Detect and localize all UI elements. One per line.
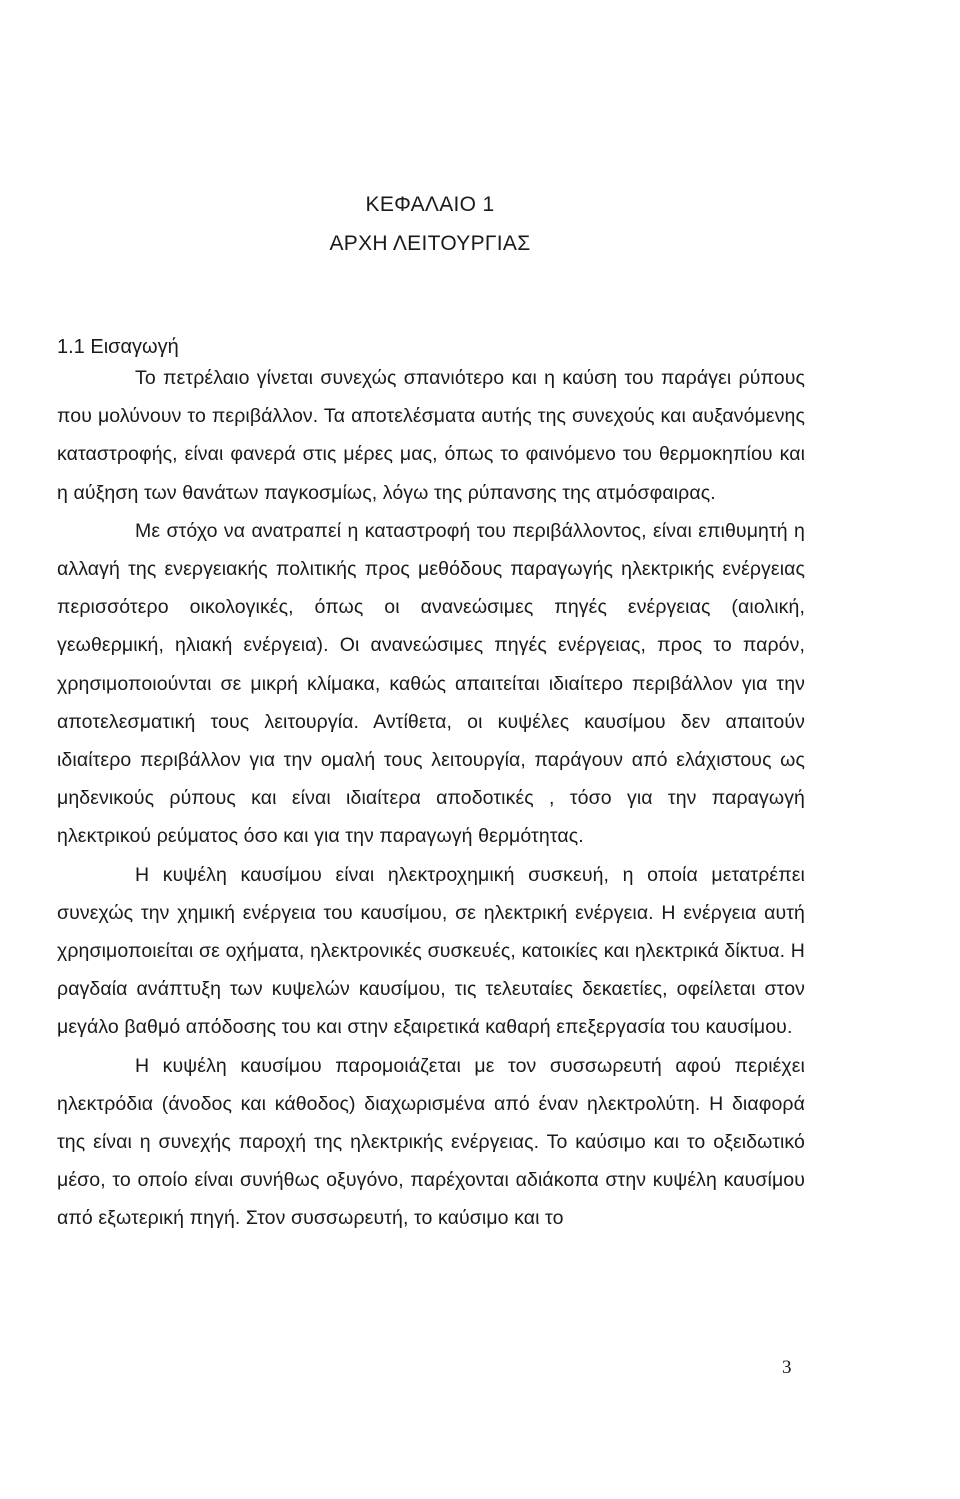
chapter-number: ΚΕΦΑΛΑΙΟ 1 (365, 193, 495, 216)
paragraph-4: Η κυψέλη καυσίμου παρομοιάζεται με τον συσσωρευτή αφού περιέχει ηλεκτρόδια (άνοδος και κάθοδος) διαχωρισμένα από έναν ηλεκτρολύτη. Η διαφορά της είναι η συνεχής παροχή της ηλεκτρικής ενέργειας. Το καύσιμο και το οξειδωτικό μέσο, το οποίο είναι συνήθως οξυγόνο, παρέχονται αδιάκοπα στην κυψέλη καυσίμου από εξωτερική πηγή. Στον συσσωρευτή, το καύσιμο και το (57, 1054, 805, 1230)
page-number: 3 (782, 1357, 792, 1378)
paragraph-1: Το πετρέλαιο γίνεται συνεχώς σπανιότερο και η καύση του παράγει ρύπους που μολύνουν το περιβάλλον. Τα αποτελέσματα αυτής της συνεχούς και αυξανόμενης καταστροφής, είναι φανερά στις μέρες μας, όπως το φαινόμενο του θερμοκηπίου και η αύξηση των θανάτων παγκοσμίως, λόγω της ρύπανσης της ατμόσφαιρας. (57, 367, 805, 504)
paragraph-2: Με στόχο να ανατραπεί η καταστροφή του περιβάλλοντος, είναι επιθυμητή η αλλαγή της ενεργειακής πολιτικής προς μεθόδους παραγωγής ηλεκτρικής ενέργειας περισσότερο οικολογικές, όπως οι ανανεώσιμες πηγές ενέργειας (αιολική, γεωθερμική, ηλιακή ενέργεια). Οι ανανεώσιμες πηγές ενέργειας, προς το παρόν, χρησιμοποιούνται σε μικρή κλίμακα, καθώς απαιτείται ιδιαίτερο περιβάλλον για την αποτελεσματική τους λειτουργία. Αντίθετα, οι κυψέλες καυσίμου δεν απαιτούν ιδιαίτερο περιβάλλον για την ομαλή τους λειτουργία, παράγουν από ελάχιστους ως μηδενικούς ρύπους και είναι ιδιαίτερα αποδοτικές , τόσο για την παραγωγή ηλεκτρικού ρεύματος όσο και για την παραγωγή θερμότητας. (57, 519, 805, 848)
section-heading: 1.1 Εισαγωγή (57, 336, 179, 358)
chapter-title: ΑΡΧΗ ΛΕΙΤΟΥΡΓΙΑΣ (329, 232, 531, 255)
body-text (57, 359, 805, 1238)
paragraph-3: Η κυψέλη καυσίμου είναι ηλεκτροχημική συσκευή, η οποία μετατρέπει συνεχώς την χημική ενέργεια του καυσίμου, σε ηλεκτρική ενέργεια. Η ενέργεια αυτή χρησιμοποιείται σε οχήματα, ηλεκτρονικές συσκευές, κατοικίες και ηλεκτρικά δίκτυα. Η ραγδαία ανάπτυξη των κυψελών καυσίμου, τις τελευταίες δεκαετίες, οφείλεται στον μεγάλο βαθμό απόδοσης του και στην εξαιρετικά καθαρή επεξεργασία του καυσίμου. (57, 863, 805, 1039)
